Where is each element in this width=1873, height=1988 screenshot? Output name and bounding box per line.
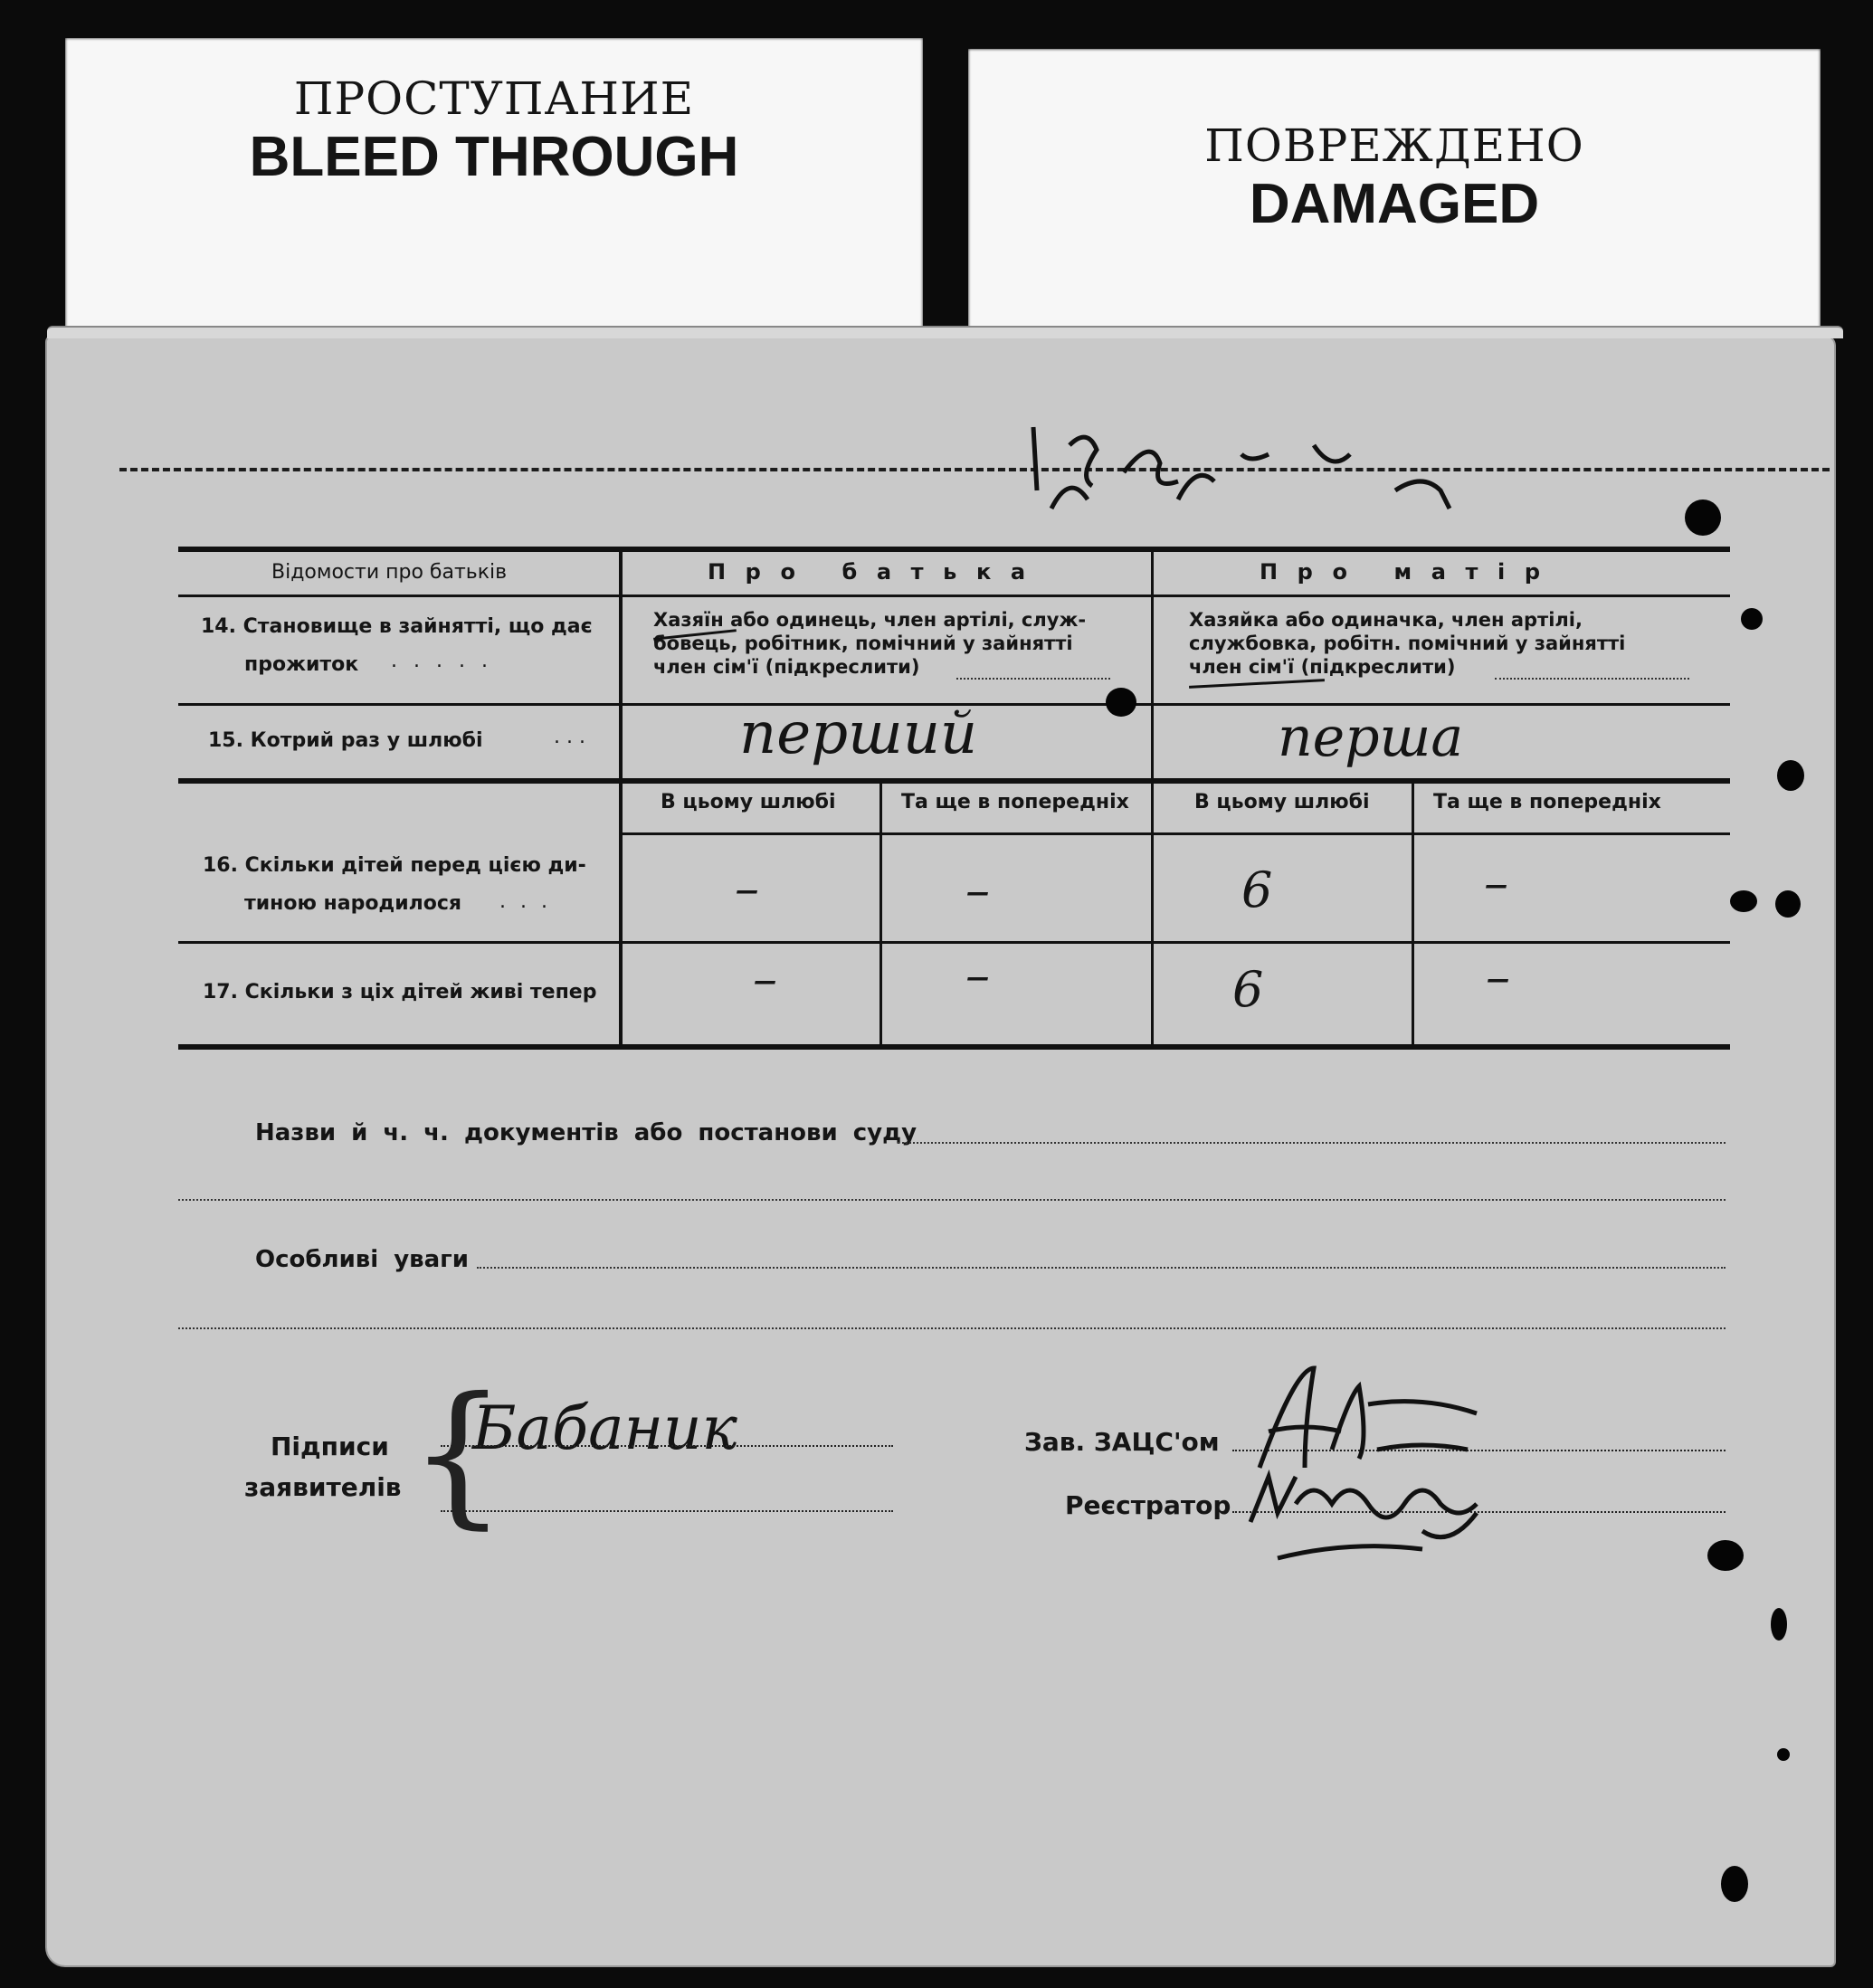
row15-mother-value: перша — [1278, 706, 1464, 769]
notes-label: Особливі уваги — [255, 1246, 469, 1273]
row14-mother-options — [1189, 608, 1625, 679]
table-top-rule — [178, 547, 1730, 552]
damage-hole — [1707, 1540, 1744, 1571]
row14-mother-line1: Хазяйка або одиначка, член артілі, — [1189, 609, 1583, 631]
official-signatures — [1241, 1350, 1585, 1567]
header-father: Про батька — [708, 559, 1045, 585]
registrar-label: Реєстратор — [1065, 1490, 1231, 1520]
applicants-label-line1: Підписи — [271, 1432, 389, 1461]
table-bottom-rule — [178, 1044, 1730, 1050]
col-divider-3 — [879, 780, 882, 1046]
damage-hole — [1685, 499, 1721, 536]
row16-label-line1: 16. Скільки дітей перед цією ди- — [203, 854, 586, 877]
row14-label-line1: 14. Становище в зайнятті, що дає — [201, 615, 593, 638]
damage-hole — [1741, 608, 1763, 630]
row16-father-this: – — [735, 860, 759, 917]
head-of-registry-label: Зав. ЗАЦС'ом — [1024, 1427, 1220, 1457]
notes-line-2 — [178, 1327, 1726, 1329]
row15-leader-dots: . . . — [554, 726, 585, 748]
subheader-rule — [622, 832, 1730, 835]
row17-label: 17. Скільки з ціх дітей живі тепер — [203, 981, 597, 1004]
bleed-through-label-ru: ПРОСТУПАНИЕ — [293, 72, 695, 125]
applicant-signature: Бабаник — [472, 1394, 737, 1463]
paper-stack-edge — [47, 326, 1843, 338]
applicant-signature-line-1 — [441, 1445, 893, 1447]
header-parents-info: Відомости про батьків — [271, 561, 508, 584]
row17-mother-this: 6 — [1232, 961, 1264, 1018]
applicants-label-line2: заявителів — [244, 1472, 402, 1502]
header-rule — [178, 594, 1730, 597]
notes-line-1 — [477, 1267, 1726, 1269]
row14-father-line1: Хазяїн або одинець, член артілі, служ- — [653, 609, 1087, 631]
handwritten-record-number — [970, 391, 1531, 527]
damaged-label-ru: ПОВРЕЖДЕНО — [1204, 119, 1584, 172]
subheader-mother-this-marriage: В цьому шлюбі — [1194, 791, 1370, 813]
row15-father-value: перший — [739, 700, 978, 767]
header-mother: Про матір — [1260, 559, 1560, 585]
row16-father-previous: – — [965, 861, 990, 918]
subheader-father-this-marriage: В цьому шлюбі — [661, 791, 836, 813]
row14-father-options — [653, 608, 1086, 679]
row14-leader-dots: ..... — [391, 650, 504, 672]
damage-hole — [1777, 1748, 1790, 1761]
row15-label: 15. Котрий раз у шлюбі — [208, 729, 483, 752]
applicant-signature-line-2 — [441, 1510, 893, 1512]
damage-hole — [1730, 890, 1757, 912]
row14-mother-dotline — [1495, 678, 1689, 680]
row16-mother-this: 6 — [1241, 861, 1273, 918]
document-sheet — [47, 337, 1834, 1965]
row17-father-this: – — [753, 950, 777, 1007]
documents-label: Назви й ч. ч. документів або постанови суду — [255, 1119, 917, 1146]
row17-mother-previous: – — [1486, 948, 1510, 1005]
subheader-mother-previous: Та ще в попередніх — [1433, 791, 1661, 813]
col-divider-2 — [1151, 552, 1154, 1046]
damaged-card — [968, 49, 1821, 357]
row16-mother-previous: – — [1484, 854, 1508, 911]
col-divider-1 — [619, 552, 623, 1046]
row14-father-line3: член сім'ї (підкреслити) — [653, 656, 920, 678]
damage-hole — [1777, 760, 1804, 791]
row15-rule — [178, 778, 1730, 784]
row14-father-dotline — [956, 678, 1110, 680]
bleed-through-card — [65, 38, 923, 346]
damaged-label-en: DAMAGED — [1249, 173, 1540, 235]
row17-father-previous: – — [965, 946, 990, 1004]
damage-hole — [1721, 1866, 1748, 1902]
applicants-brace: { — [409, 1365, 508, 1544]
documents-line-1 — [898, 1142, 1726, 1144]
row16-rule — [178, 941, 1730, 944]
row14-father-line2: бовець, робітник, помічний у зайнятті — [653, 633, 1073, 654]
row14-mother-underline — [1189, 679, 1325, 689]
documents-line-2 — [178, 1199, 1726, 1201]
row14-mother-line3: член сім'ї (підкреслити) — [1189, 656, 1456, 678]
row14-label-line2: прожиток — [244, 653, 359, 676]
row16-leader-dots: ... — [499, 890, 562, 913]
col-divider-4 — [1412, 780, 1414, 1046]
bleed-through-label-en: BLEED THROUGH — [249, 126, 739, 188]
damage-hole — [1775, 890, 1801, 918]
damage-hole — [1106, 688, 1136, 717]
subheader-father-previous: Та ще в попередніх — [901, 791, 1129, 813]
row14-mother-line2: службовка, робітн. помічний у зайнятті — [1189, 633, 1626, 654]
row16-label-line2: тиною народилося — [244, 892, 462, 915]
damage-hole — [1771, 1608, 1787, 1641]
